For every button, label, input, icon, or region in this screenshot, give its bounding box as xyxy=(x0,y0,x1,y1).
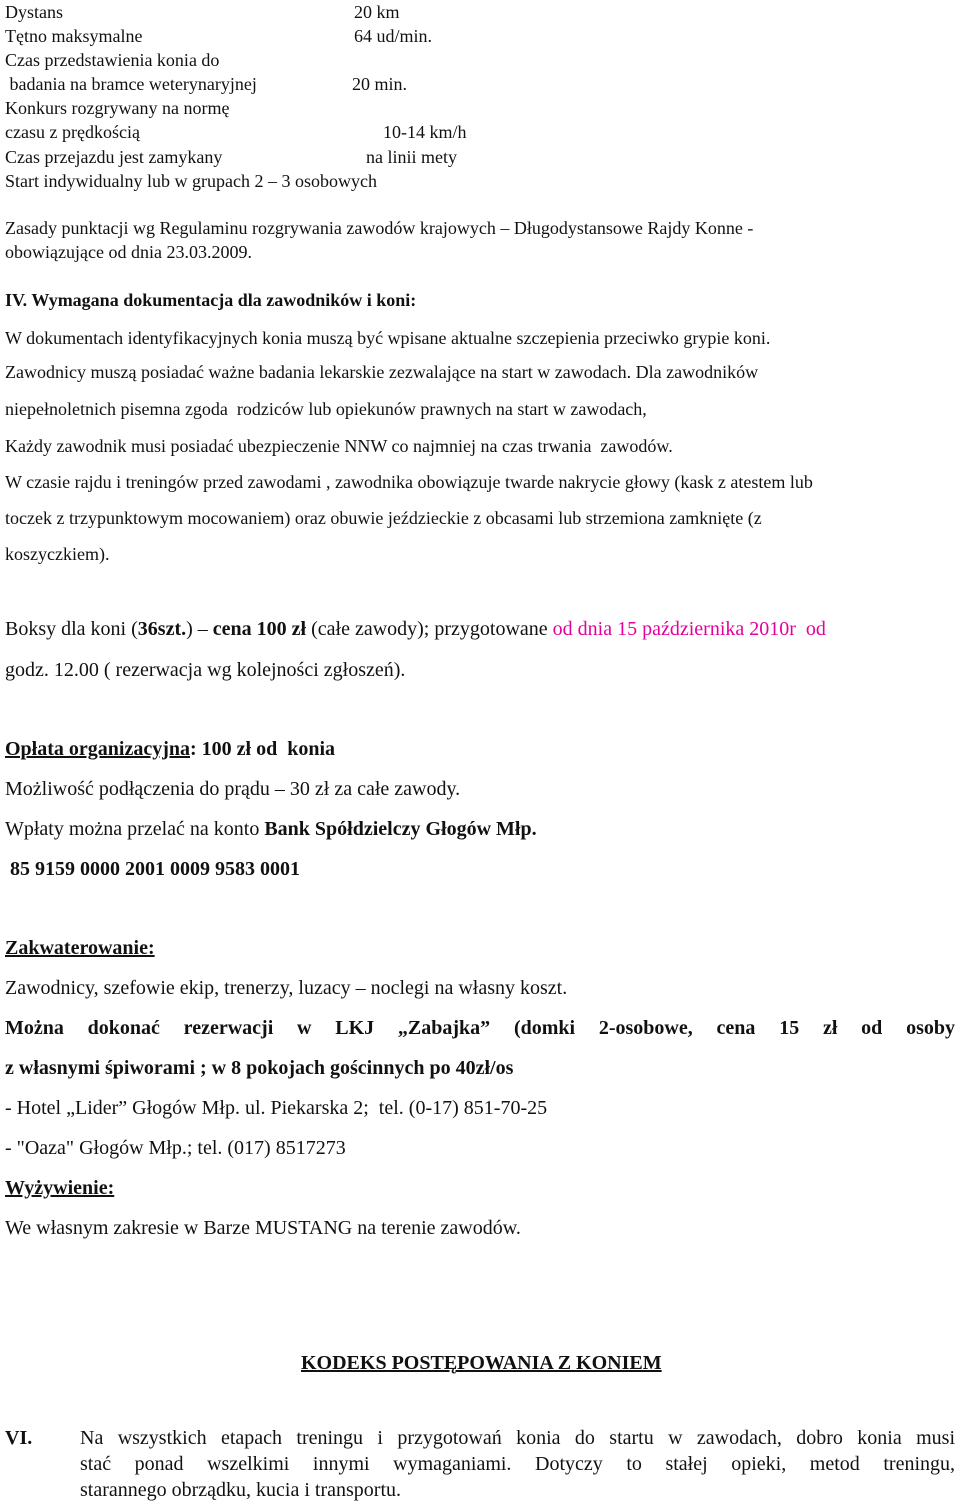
code-line-2: stać ponad wszelkimi innymi wymaganiami. Dotyczy to stałej opieki, metod treningu, xyxy=(80,1453,955,1475)
boxes-line-1 xyxy=(5,616,826,642)
param-label-start-type: Start indywidualny lub w grupach 2 – 3 osobowych xyxy=(5,171,377,191)
lodging-heading: Zakwaterowanie: xyxy=(5,937,155,959)
param-label-max-pulse: Tętno maksymalne xyxy=(5,26,143,46)
doc-line: koszyczkiem). xyxy=(5,544,110,564)
boxes-text: (całe zawody); przygotowane xyxy=(306,618,553,640)
param-value-speed: 10-14 km/h xyxy=(383,122,467,142)
doc-line: Zawodnicy muszą posiadać ważne badania lekarskie zezwalające na start w zawodach. Dla zawodników xyxy=(5,362,759,382)
code-title: KODEKS POSTĘPOWANIA Z KONIEM xyxy=(301,1352,662,1374)
doc-line: W czasie rajdu i treningów przed zawodami , zawodnika obowiązuje twarde nakrycie głowy (kask z atestem lub xyxy=(5,472,813,492)
bank-name: Bank Spółdzielczy Głogów Młp. xyxy=(264,818,537,840)
lodging-line-2: Można dokonać rezerwacji w LKJ „Zabajka” (domki 2-osobowe, cena 15 zł od osoby xyxy=(5,1017,955,1039)
boxes-count: 36szt. xyxy=(137,618,187,640)
param-label-vet-gate: badania na bramce weterynaryjnej xyxy=(5,74,257,94)
section-heading: IV. Wymagana dokumentacja dla zawodników i koni: xyxy=(5,290,417,310)
transfer-prefix: Wpłaty można przelać na konto xyxy=(5,818,265,840)
boxes-line-2: godz. 12.00 ( rezerwacja wg kolejności zgłoszeń). xyxy=(5,659,406,681)
power-line: Możliwość podłączenia do prądu – 30 zł za całe zawody. xyxy=(5,778,461,800)
scoring-line-2: obowiązujące od dnia 23.03.2009. xyxy=(5,242,252,262)
food-heading: Wyżywienie: xyxy=(5,1177,115,1199)
param-label-speed: czasu z prędkością xyxy=(5,122,140,142)
doc-line: niepełnoletnich pisemna zgoda rodziców lub opiekunów prawnych na start w zawodach, xyxy=(5,399,647,419)
param-label-presentation-time: Czas przedstawienia konia do xyxy=(5,50,220,70)
hotel-lider: - Hotel „Lider” Głogów Młp. ul. Piekarska 2; tel. (0-17) 851-70-25 xyxy=(5,1097,548,1119)
param-label-distance: Dystans xyxy=(5,2,63,22)
fee-line xyxy=(5,736,335,762)
param-value-max-pulse: 64 ud/min. xyxy=(354,26,433,46)
hotel-oaza: - "Oaza" Głogów Młp.; tel. (017) 8517273 xyxy=(5,1137,346,1159)
transfer-line xyxy=(5,816,537,842)
boxes-text: Boksy dla koni ( xyxy=(5,618,138,640)
code-line-3: starannego obrządku, kucia i transportu. xyxy=(80,1479,402,1501)
param-label-closing: Czas przejazdu jest zamykany xyxy=(5,147,223,167)
boxes-price: cena 100 zł xyxy=(212,618,307,640)
param-value-vet-gate: 20 min. xyxy=(352,74,408,94)
boxes-text: ) – xyxy=(186,618,213,640)
boxes-date: od dnia 15 października 2010r od xyxy=(552,618,826,640)
param-value-distance: 20 km xyxy=(354,2,400,22)
fee-label: Opłata organizacyjna xyxy=(5,738,190,760)
lodging-line-3: z własnymi śpiworami ; w 8 pokojach gościnnych po 40zł/os xyxy=(5,1057,514,1079)
doc-line: W dokumentach identyfikacyjnych konia muszą być wpisane aktualne szczepienia przeciwko grypie koni. xyxy=(5,328,771,348)
doc-line: toczek z trzypunktowym mocowaniem) oraz obuwie jeździeckie z obcasami lub strzemiona zamknięte (z xyxy=(5,508,762,528)
doc-line: Każdy zawodnik musi posiadać ubezpieczenie NNW co najmniej na czas trwania zawodów. xyxy=(5,436,673,456)
code-line-1: Na wszystkich etapach treningu i przygotowań konia do startu w zawodach, dobro konia musi xyxy=(80,1427,955,1449)
account-number: 85 9159 0000 2001 0009 9583 0001 xyxy=(5,858,300,880)
code-section-number: VI. xyxy=(5,1427,33,1449)
food-text: We własnym zakresie w Barze MUSTANG na terenie zawodów. xyxy=(5,1217,521,1239)
scoring-line-1: Zasady punktacji wg Regulaminu rozgrywania zawodów krajowych – Długodystansowe Rajdy Konne - xyxy=(5,218,754,238)
fee-value: : 100 zł od konia xyxy=(190,738,336,760)
lodging-line-1: Zawodnicy, szefowie ekip, trenerzy, luzacy – noclegi na własny koszt. xyxy=(5,977,568,999)
param-value-closing: na linii mety xyxy=(366,147,457,167)
param-label-norm: Konkurs rozgrywany na normę xyxy=(5,98,230,118)
